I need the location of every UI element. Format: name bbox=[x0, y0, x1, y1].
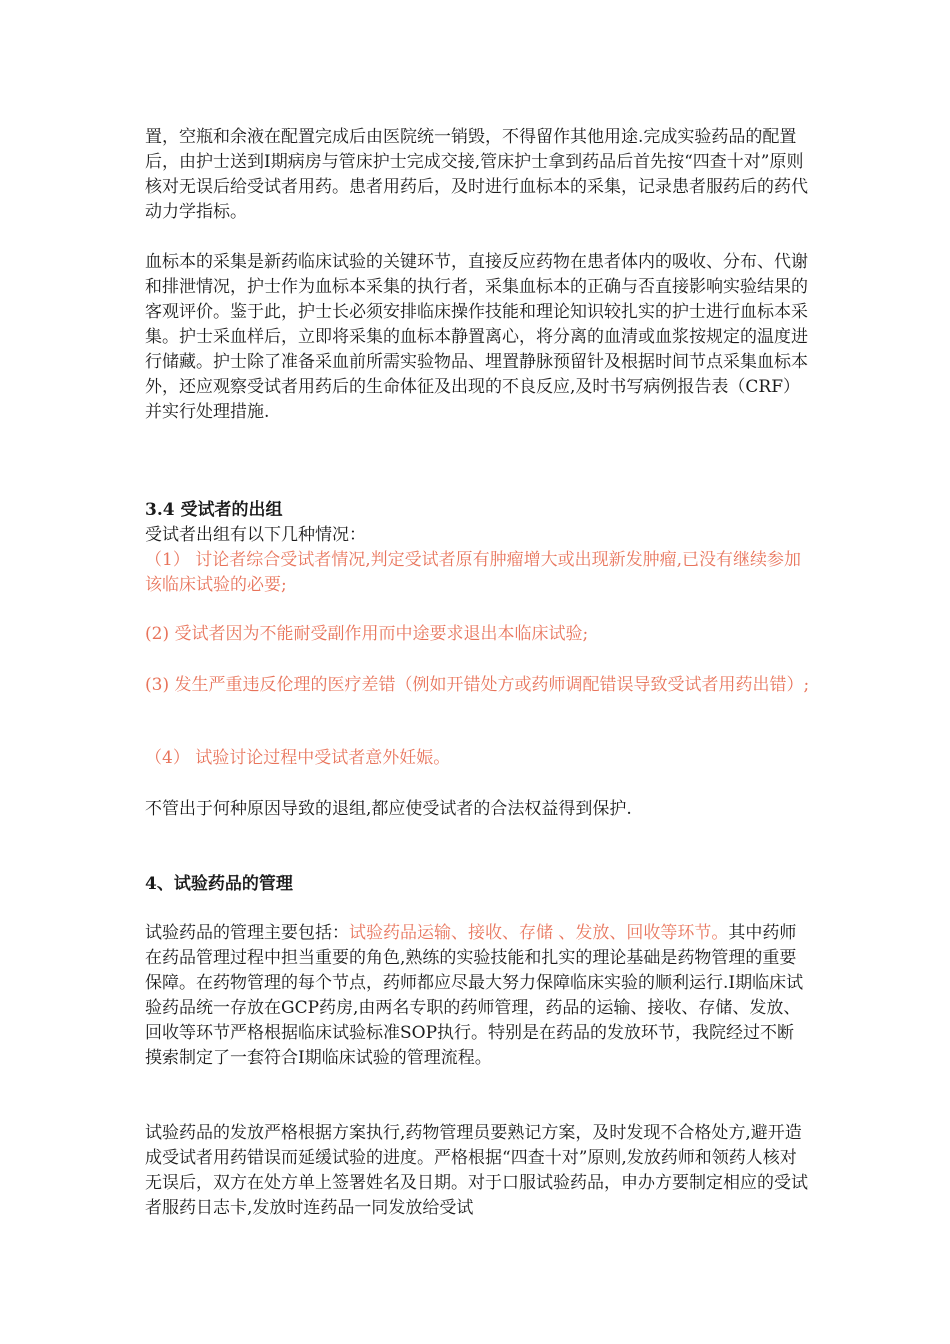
paragraph-drug-preparation: 置，空瓶和余液在配置完成后由医院统一销毁，不得留作其他用途.完成实验药品的配置后，由护士送到Ⅰ期病房与管床护士完成交接,管床护士拿到药品后首先按“四查十对”原则核对无误后给受试者用药。患者用药后，及时进行血标本的采集，记录患者服药后的药代动力学指标。 bbox=[145, 127, 808, 222]
section-heading-3-4: 3.4 受试者的出组 bbox=[145, 500, 283, 520]
list-item-2: (2) 受试者因为不能耐受副作用而中途要求退出本临床试验; bbox=[145, 624, 589, 644]
drug-management-highlight: 试验药品运输、接收、存储 、发放、回收等环节。 bbox=[349, 923, 729, 943]
paragraph-blood-sampling: 血标本的采集是新药临床试验的关键环节，直接反应药物在患者体内的吸收、分布、代谢和排泄情况，护士作为血标本采集的执行者，采集血标本的正确与否直接影响实验结果的客观评价。鉴于此，护士长必须安排临床操作技能和理论知识较扎实的护士进行血标本采集。护士采血样后，立即将采集的血标本静置离心，将分离的血清或血浆按规定的温度进行储藏。护士除了准备采血前所需实验物品、埋置静脉预留针及根据时间节点采集血标本外，还应观察受试者用药后的生命体征及出现的不良反应,及时书写病例报告表（CRF）并实行处理措施. bbox=[145, 252, 808, 422]
section-3-4-conclusion: 不管出于何种原因导致的退组,都应使受试者的合法权益得到保护. bbox=[145, 799, 632, 819]
drug-management-lead: 试验药品的管理主要包括： bbox=[145, 923, 349, 943]
list-item-1: （1） 讨论者综合受试者情况,判定受试者原有肿瘤增大或出现新发肿瘤,已没有继续参加该临床试验的必要; bbox=[145, 550, 802, 595]
section-heading-4: 4、试验药品的管理 bbox=[145, 874, 293, 894]
paragraph-drug-management bbox=[145, 921, 810, 1071]
list-item-3: (3) 发生严重违反伦理的医疗差错（例如开错处方或药师调配错误导致受试者用药出错）; bbox=[145, 675, 810, 695]
paragraph-drug-dispensing: 试验药品的发放严格根据方案执行,药物管理员要熟记方案，及时发现不合格处方,避开造成受试者用药错误而延缓试验的进度。严格根据“四查十对”原则,发放药师和领药人核对无误后，双方在处方单上签署姓名及日期。对于口服试验药品，申办方要制定相应的受试者服药日志卡,发放时连药品一同发放给受试 bbox=[145, 1123, 808, 1218]
list-item-4: （4） 试验讨论过程中受试者意外妊娠。 bbox=[145, 748, 451, 768]
section-3-4-intro: 受试者出组有以下几种情况： bbox=[145, 525, 366, 545]
drug-management-rest: 其中药师在药品管理过程中担当重要的角色,熟练的实验技能和扎实的理论基础是药物管理的重要保障。在药物管理的每个节点，药师都应尽最大努力保障临床实验的顺利运行.Ⅰ期临床试验药品统一存放在GCP药房,由两名专职的药师管理，药品的运输、接收、存储、发放、回收等环节严格根据临床试验标准SOP执行。特别是在药品的发放环节，我院经过不断摸索制定了一套符合Ⅰ期临床试验的管理流程。 bbox=[145, 923, 804, 1068]
